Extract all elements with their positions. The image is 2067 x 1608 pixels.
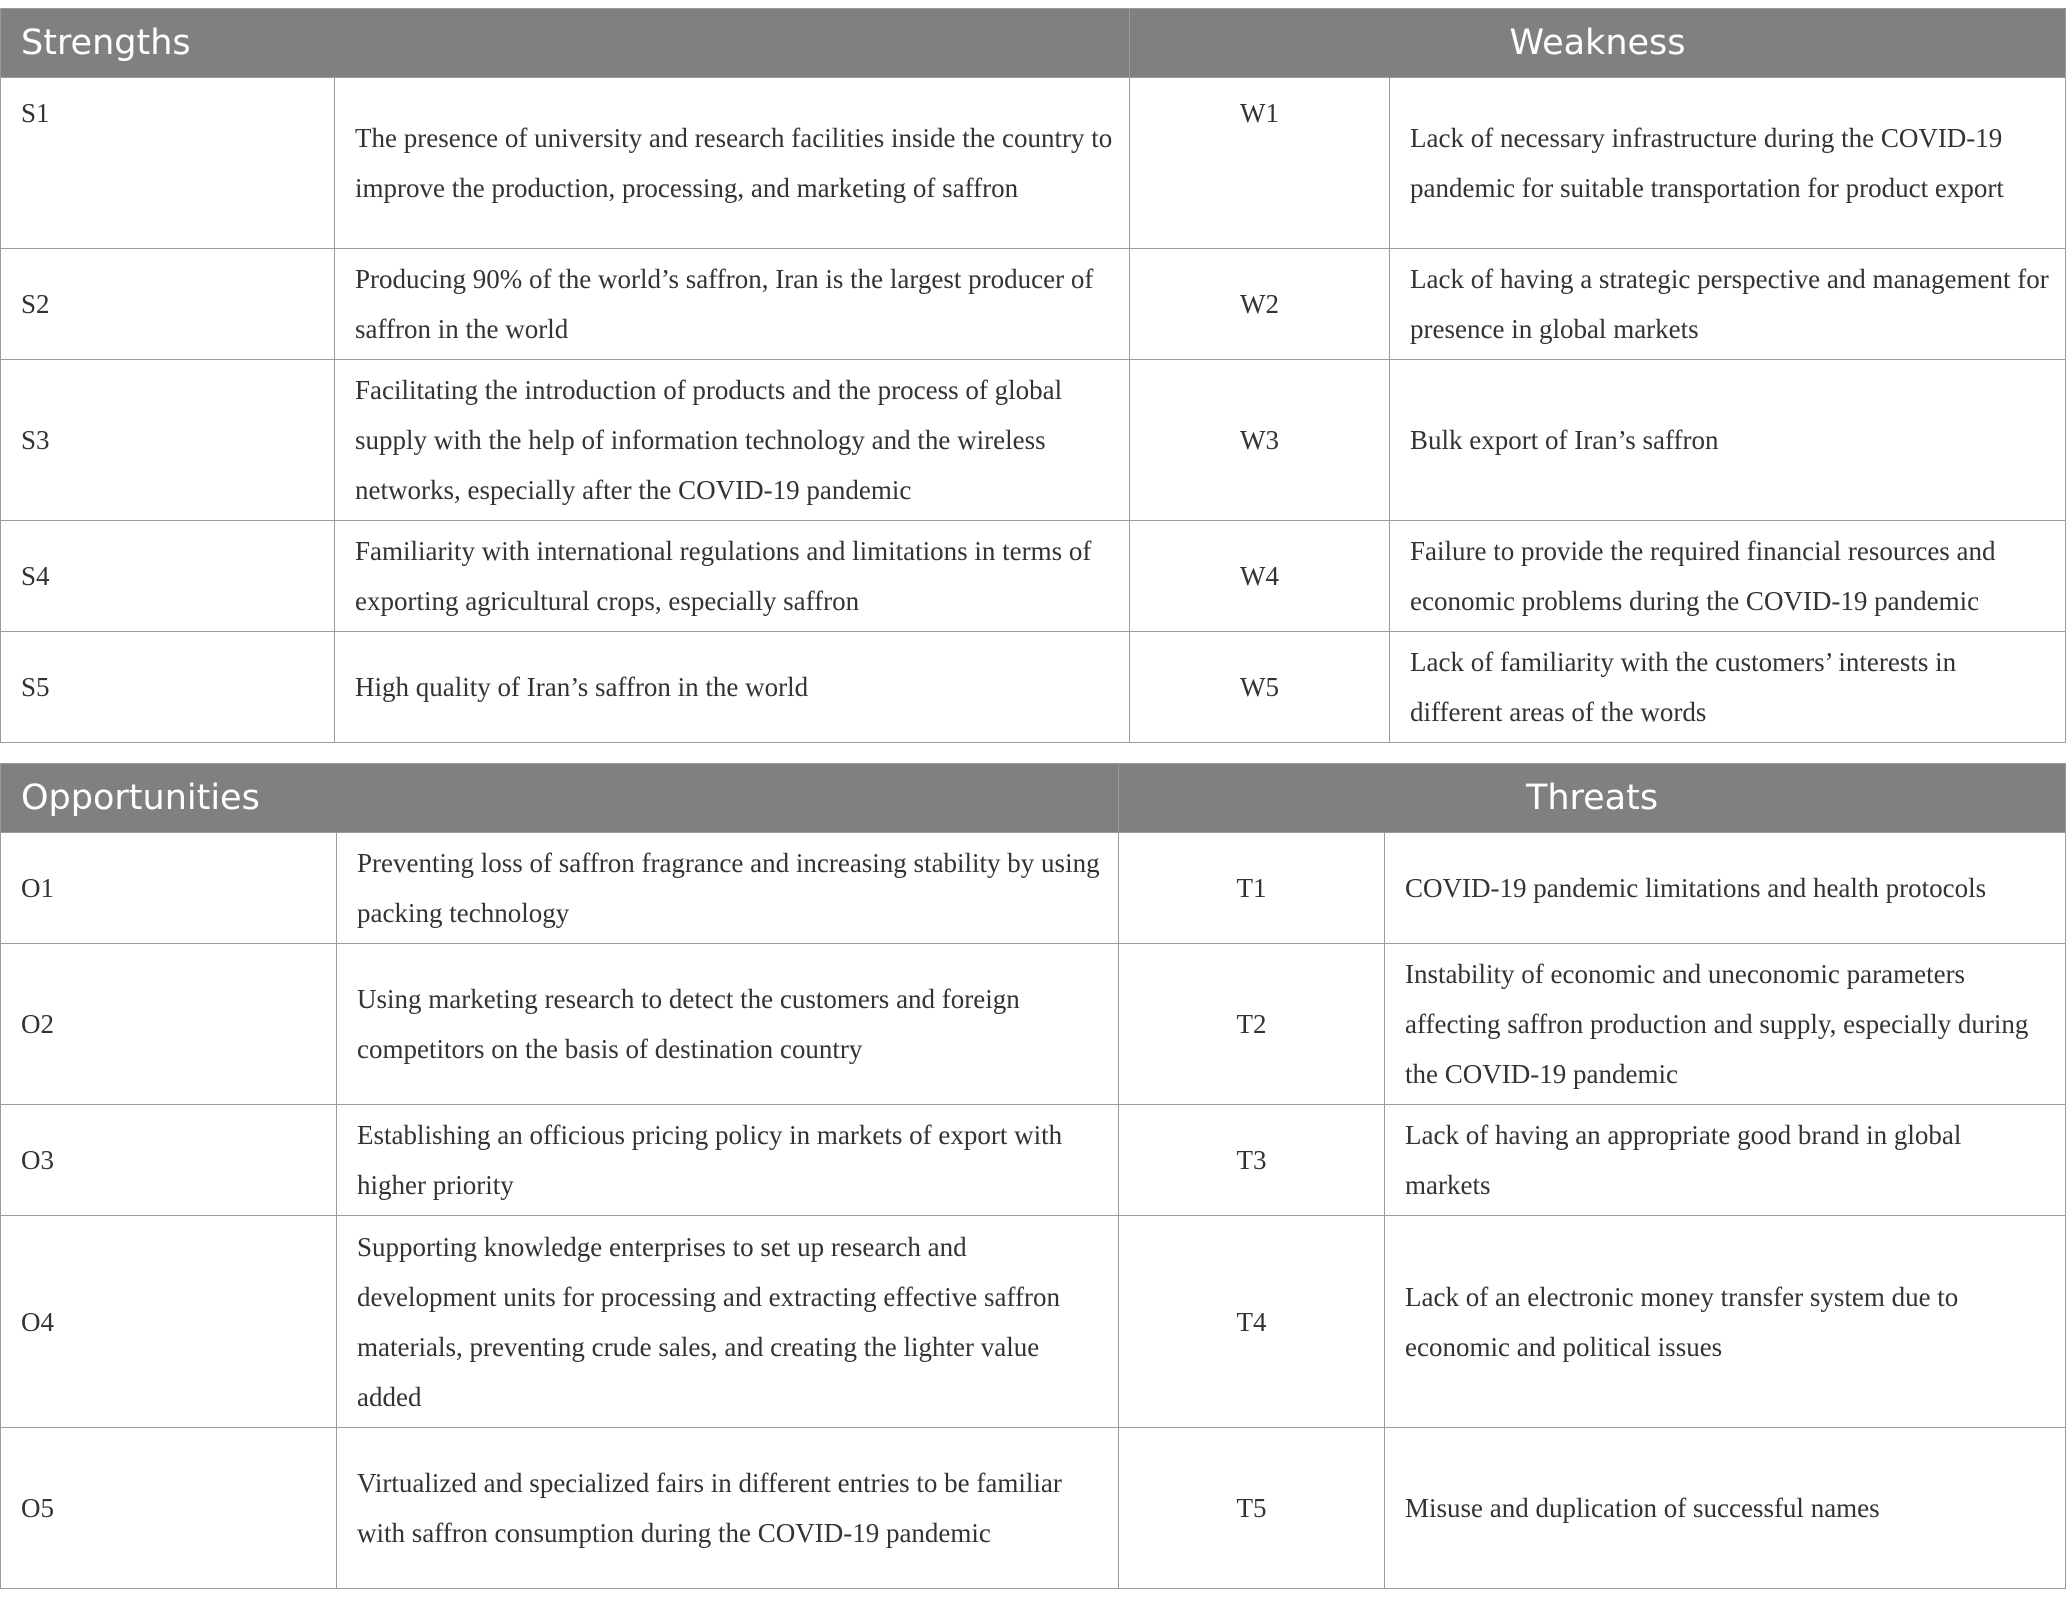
strength-text: Facilitating the introduction of products and the process of global supply with the help of information technology and the wireless networks, especially after the COVID-19 pandemic [335, 360, 1130, 521]
threat-code: T5 [1119, 1428, 1385, 1589]
threat-code: T4 [1119, 1216, 1385, 1428]
strength-code: S2 [1, 249, 335, 360]
opportunity-code: O5 [1, 1428, 337, 1589]
threat-code: T3 [1119, 1105, 1385, 1216]
strength-code: S1 [1, 78, 335, 249]
opportunity-text: Using marketing research to detect the customers and foreign competitors on the basis of destination country [337, 944, 1119, 1105]
weakness-text: Lack of familiarity with the customers’ interests in different areas of the words [1390, 632, 2066, 743]
threat-code: T1 [1119, 833, 1385, 944]
threat-code: T2 [1119, 944, 1385, 1105]
opportunity-text: Preventing loss of saffron fragrance and increasing stability by using packing technology [337, 833, 1119, 944]
table-row [1, 521, 2066, 632]
threat-text: COVID-19 pandemic limitations and health protocols [1385, 833, 2066, 944]
table-row [1, 1428, 2066, 1589]
threat-text: Lack of an electronic money transfer system due to economic and political issues [1385, 1216, 2066, 1428]
weakness-code: W5 [1130, 632, 1390, 743]
weakness-text: Lack of having a strategic perspective and management for presence in global markets [1390, 249, 2066, 360]
threats-header: Threats [1119, 764, 2066, 833]
strengths-header: Strengths [1, 9, 1130, 78]
strength-code: S3 [1, 360, 335, 521]
weakness-text: Lack of necessary infrastructure during the COVID-19 pandemic for suitable transportation for product export [1390, 78, 2066, 249]
opportunity-code: O1 [1, 833, 337, 944]
strength-text: The presence of university and research facilities inside the country to improve the production, processing, and marketing of saffron [335, 78, 1130, 249]
opportunity-text: Supporting knowledge enterprises to set up research and development units for processing and extracting effective saffron materials, preventing crude sales, and creating the lighter value added [337, 1216, 1119, 1428]
table-row [1, 944, 2066, 1105]
opportunity-text: Establishing an officious pricing policy in markets of export with higher priority [337, 1105, 1119, 1216]
strength-text: Familiarity with international regulations and limitations in terms of exporting agricultural crops, especially saffron [335, 521, 1130, 632]
table-row [1, 1105, 2066, 1216]
strengths-weakness-table [0, 8, 2066, 743]
table-row [1, 632, 2066, 743]
opportunities-header: Opportunities [1, 764, 1119, 833]
table-row [1, 78, 2066, 249]
table-row [1, 1216, 2066, 1428]
table-row [1, 360, 2066, 521]
weakness-code: W3 [1130, 360, 1390, 521]
weakness-code: W4 [1130, 521, 1390, 632]
strength-text: Producing 90% of the world’s saffron, Iran is the largest producer of saffron in the world [335, 249, 1130, 360]
threat-text: Instability of economic and uneconomic parameters affecting saffron production and supply, especially during the COVID-19 pandemic [1385, 944, 2066, 1105]
weakness-header: Weakness [1130, 9, 2066, 78]
strength-code: S5 [1, 632, 335, 743]
threat-text: Lack of having an appropriate good brand in global markets [1385, 1105, 2066, 1216]
table-row [1, 833, 2066, 944]
threat-text: Misuse and duplication of successful names [1385, 1428, 2066, 1589]
opportunity-code: O2 [1, 944, 337, 1105]
strength-text: High quality of Iran’s saffron in the world [335, 632, 1130, 743]
opportunity-code: O3 [1, 1105, 337, 1216]
opportunity-text: Virtualized and specialized fairs in different entries to be familiar with saffron consumption during the COVID-19 pandemic [337, 1428, 1119, 1589]
weakness-code: W2 [1130, 249, 1390, 360]
table-row [1, 249, 2066, 360]
weakness-text: Failure to provide the required financial resources and economic problems during the COVID-19 pandemic [1390, 521, 2066, 632]
strength-code: S4 [1, 521, 335, 632]
weakness-code: W1 [1130, 78, 1390, 249]
weakness-text: Bulk export of Iran’s saffron [1390, 360, 2066, 521]
opportunities-threats-table [0, 763, 2066, 1589]
opportunity-code: O4 [1, 1216, 337, 1428]
